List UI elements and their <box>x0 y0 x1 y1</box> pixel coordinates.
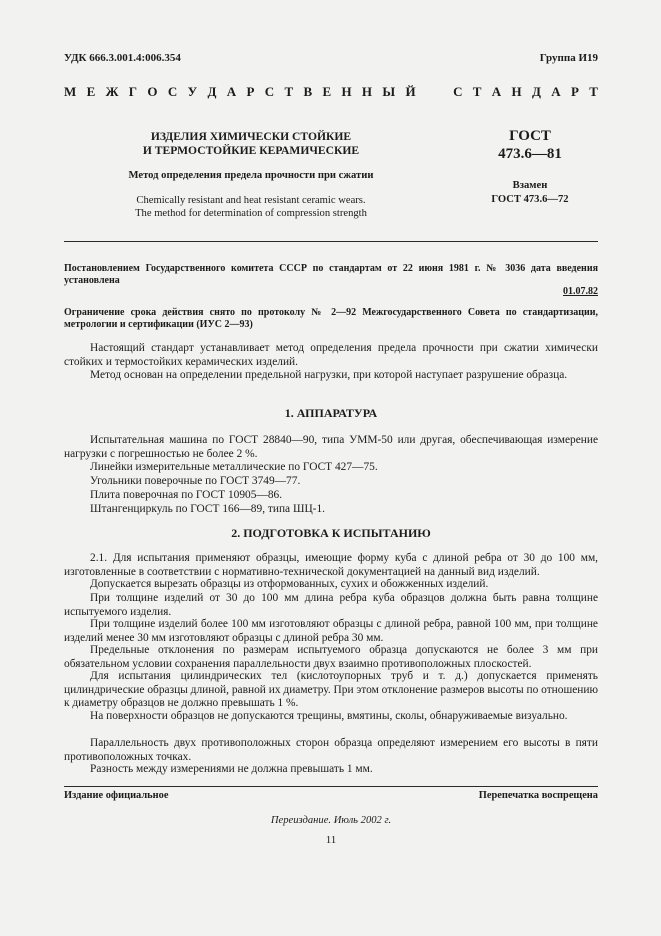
standard-banner <box>64 84 598 100</box>
group-code: Группа И19 <box>539 52 598 64</box>
banner-letter: Т <box>472 84 482 99</box>
introduction-date: 01.07.82 <box>563 286 598 297</box>
reprint-prohibited-label: Перепечатка воспрещена <box>478 790 598 801</box>
banner-letter: А <box>491 84 502 99</box>
banner-letter: Н <box>511 84 522 99</box>
preparation-paragraph: Параллельность двух противоположных сторон образца определяют измерением его высоты в пяти противоположных точках. <box>64 737 598 763</box>
banner-letter: Р <box>570 84 579 99</box>
banner-letter: Т <box>589 84 598 99</box>
preparation-paragraph: При толщине изделий от 30 до 100 мм длина ребра куба образцов должна быть равна толщине испытуемого изделия. <box>64 592 598 618</box>
title-line-2: И ТЕРМОСТОЙКИЕ КЕРАМИЧЕСКИЕ <box>142 144 360 157</box>
udk-code: УДК 666.3.001.4:006.354 <box>64 52 181 64</box>
section-2-heading: 2. ПОДГОТОВКА К ИСПЫТАНИЮ <box>231 526 431 540</box>
preparation-paragraph: Разность между измерениями не должна превышать 1 мм. <box>90 763 373 775</box>
banner-letter: С <box>264 84 275 99</box>
intro-paragraph: Настоящий стандарт устанавливает метод определения предела прочности при сжатии химически стойких и термостойких керамических изделий. <box>64 342 598 368</box>
banner-letter: Ж <box>105 84 119 99</box>
preparation-paragraph: 2.1. Для испытания применяют образцы, имеющие форму куба с длиной ребра от 30 до 100 мм, изготовленные в соответствии с нормативно-технической документацией на данный вид изделий. <box>64 552 598 578</box>
preparation-paragraph: При толщине изделий более 100 мм изготовляют образцы с длиной ребра, равной 100 мм, при толщине изделий менее 30 мм изготовляют образцы с длиной ребра 30 мм. <box>64 618 598 644</box>
gost-label: ГОСТ <box>509 128 551 144</box>
banner-letter: Н <box>361 84 373 99</box>
banner-letter: В <box>303 84 313 99</box>
apparatus-item: Плита поверочная по ГОСТ 10905—86. <box>90 489 283 501</box>
apparatus-item: Угольники поверочные по ГОСТ 3749—77. <box>90 475 301 487</box>
banner-letter: М <box>64 84 77 99</box>
banner-letter: Т <box>284 84 294 99</box>
section-1-heading: 1. АППАРАТУРА <box>284 406 378 420</box>
replaces-standard: ГОСТ 473.6—72 <box>491 194 569 205</box>
banner-letter: Д <box>531 84 541 99</box>
preparation-paragraph: На поверхности образцов не допускаются трещины, вмятины, сколы, обнаруживаемые визуально. <box>90 710 568 722</box>
official-edition-label: Издание официальное <box>64 790 169 801</box>
banner-letter: А <box>226 84 237 99</box>
header-divider <box>64 241 598 242</box>
title-line-1: ИЗДЕЛИЯ ХИМИЧЕСКИ СТОЙКИЕ <box>150 130 352 143</box>
preparation-paragraph: Для испытания цилиндрических тел (кислотоупорных труб и т. д.) допускается применять цилиндрические образцы длиной, равной их диаметру. При этом отклонение размеров высоты по отношению к диаметру образцов не должно превышать 1 %. <box>64 670 598 710</box>
banner-letter: Е <box>86 84 96 99</box>
apparatus-item: Линейки измерительные металлические по ГОСТ 427—75. <box>90 461 378 473</box>
banner-letter: Г <box>128 84 138 99</box>
apparatus-paragraph: Испытательная машина по ГОСТ 28840—90, типа УММ-50 или другая, обеспечивающая измерение нагрузки с погрешностью не более 2 %. <box>64 434 598 460</box>
banner-letter: У <box>187 84 198 99</box>
banner-letter: Й <box>405 84 416 99</box>
title-subtitle: Метод определения предела прочности при сжатии <box>128 170 374 181</box>
replaces-label: Взамен <box>512 180 548 191</box>
decree-text: Постановлением Государственного комитета СССР по стандартам от 22 июня 1981 г. № 3036 дата введения установлена <box>64 263 598 286</box>
title-english-2: The method for determination of compression strength <box>135 208 367 219</box>
banner-letter: С <box>453 84 463 99</box>
banner-letter: А <box>551 84 561 99</box>
banner-letter: Д <box>207 84 217 99</box>
banner-letter: Е <box>322 84 332 99</box>
title-english-1: Chemically resistant and heat resistant ceramic wears. <box>136 195 366 206</box>
preparation-paragraph: Предельные отклонения по размерам испытуемого образца допускаются не более 3 мм при обязательном условии сохранения параллельности двух взаимно противоположных плоскостей. <box>64 644 598 670</box>
reprint-note: Переиздание. Июль 2002 г. <box>270 815 392 826</box>
gost-number: 473.6—81 <box>498 146 562 162</box>
banner-letter: С <box>167 84 178 99</box>
page-number: 11 <box>325 834 337 846</box>
banner-letter: О <box>147 84 158 99</box>
preparation-paragraph: Допускается вырезать образцы из отформованных, сухих и обожженных изделий. <box>90 578 489 590</box>
banner-letter: Р <box>246 84 255 99</box>
banner-letter: Н <box>341 84 352 99</box>
banner-gap <box>426 84 429 100</box>
limit-removal-note: Ограничение срока действия снято по протоколу № 2—92 Межгосударственного Совета по стандартизации, метрологии и сертификации (ИУС 2—93) <box>64 307 598 330</box>
banner-letter: Ы <box>382 84 396 99</box>
intro-paragraph: Метод основан на определении предельной нагрузки, при которой наступает разрушение образца. <box>90 369 568 381</box>
apparatus-item: Штангенциркуль по ГОСТ 166—89, типа ШЦ-1. <box>90 503 326 515</box>
banner-gap <box>439 84 442 100</box>
footer-divider <box>64 786 598 787</box>
